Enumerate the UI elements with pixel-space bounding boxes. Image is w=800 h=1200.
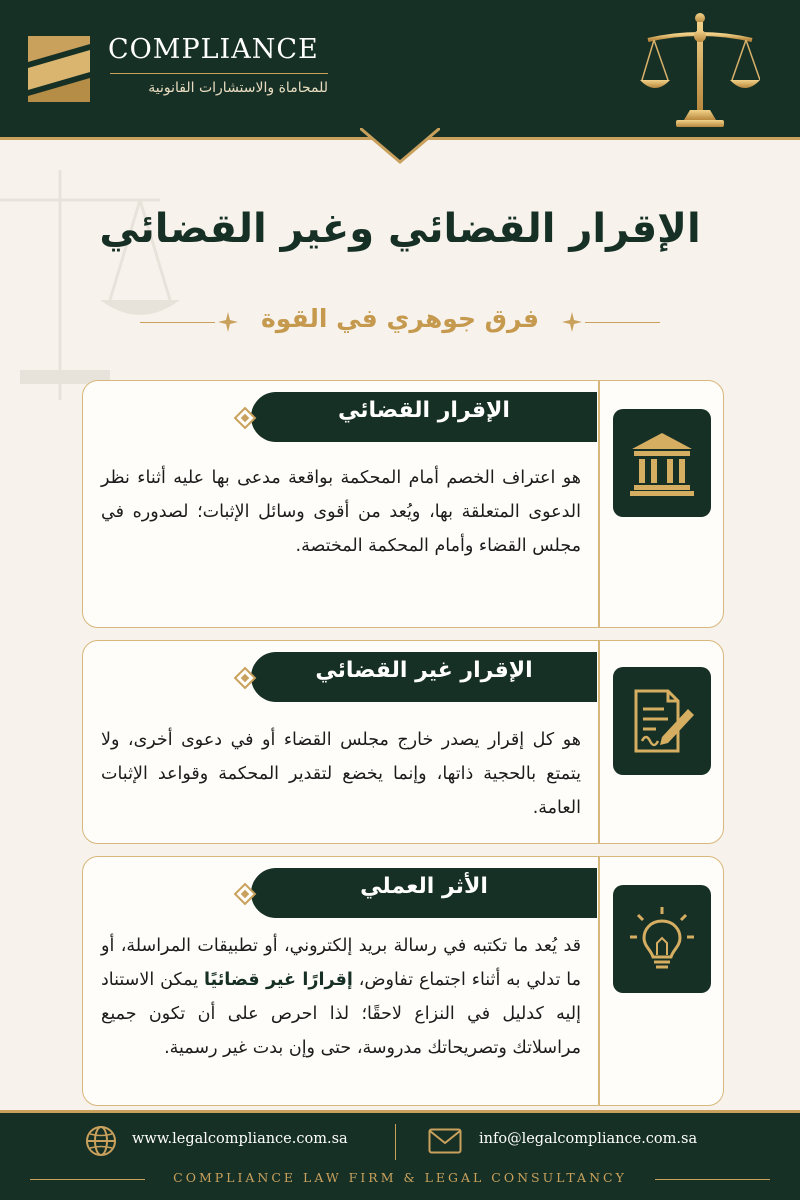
sparkle-icon: [562, 312, 582, 332]
scales-of-justice-icon: [640, 10, 760, 128]
body-text-part: يمكن الاستناد إليه كدليل في النزاع لاحقًا؛ لذا احرص على أن تكون جميع مراسلاتك وتصريحاتك مدروسة، حتى وإن بدت غير رسمية.: [101, 970, 581, 1058]
footer-tagline-row: [0, 1168, 800, 1194]
subtitle-divider-left: [140, 322, 215, 323]
card-divider: [598, 856, 600, 1106]
card-practical-effect: [82, 856, 724, 1106]
lightbulb-icon: [628, 905, 696, 973]
card-divider: [598, 380, 600, 628]
brand-divider: [110, 73, 328, 74]
card-icon-box: [613, 667, 711, 775]
diamond-icon: [233, 406, 257, 430]
card-body-text: هو كل إقرار يصدر خارج مجلس القضاء أو في دعوى أخرى، ولا يتمتع بالحجية ذاتها، وإنما يخضع لتقدير المحكمة وقواعد الإثبات العامة.: [101, 730, 581, 818]
logo-icon: [28, 36, 90, 102]
subtitle-banner: [140, 302, 660, 342]
header-notch: [360, 128, 440, 164]
footer-tagline-divider-right: [655, 1179, 770, 1180]
body-text-part: قد يُعد ما تكتبه في رسالة بريد إلكتروني، أو تطبيقات المراسلة، أو ما تدلي به أثناء اجتماع تفاوض،: [101, 936, 581, 990]
website-link[interactable]: www.legalcompliance.com.sa: [132, 1131, 348, 1147]
card-judicial-confession: [82, 380, 724, 628]
card-heading-pill: [251, 392, 597, 442]
card-heading: الإقرار القضائي: [338, 398, 510, 423]
footer-divider: [395, 1124, 396, 1160]
page-subtitle: فرق جوهري في القوة: [261, 304, 539, 333]
page-title: الإقرار القضائي وغير القضائي: [99, 206, 701, 252]
card-heading-pill: [251, 868, 597, 918]
diamond-icon: [233, 882, 257, 906]
card-body-text: هو اعتراف الخصم أمام المحكمة بواقعة مدعى بها عليه أثناء نظر الدعوى المتعلقة بها، ويُعد من أقوى وسائل الإثبات؛ لصدوره في مجلس القضاء وأمام المحكمة المختصة.: [101, 468, 581, 556]
card-extrajudicial-confession: [82, 640, 724, 844]
mail-icon: [428, 1128, 462, 1154]
card-icon-box: [613, 885, 711, 993]
diamond-icon: [233, 666, 257, 690]
card-heading: الأثر العملي: [360, 874, 488, 899]
brand-name: COMPLIANCE: [108, 34, 319, 65]
sparkle-icon: [218, 312, 238, 332]
card-body-text: [101, 929, 581, 1065]
card-heading: الإقرار غير القضائي: [315, 658, 533, 683]
brand-subtitle: للمحاماة والاستشارات القانونية: [148, 80, 328, 96]
body-text-highlight: إقرارًا غير قضائيًا: [204, 970, 353, 990]
card-heading-pill: [251, 652, 597, 702]
scales-watermark-icon: [0, 170, 250, 400]
subtitle-divider-right: [585, 322, 660, 323]
footer-tagline-divider-left: [30, 1179, 145, 1180]
card-icon-box: [613, 409, 711, 517]
card-divider: [598, 640, 600, 844]
globe-icon: [85, 1125, 117, 1157]
document-pen-icon: [628, 687, 696, 755]
footer-tagline: COMPLIANCE LAW FIRM & LEGAL CONSULTANCY: [173, 1170, 627, 1185]
courthouse-icon: [628, 429, 696, 497]
email-link[interactable]: info@legalcompliance.com.sa: [479, 1131, 698, 1147]
